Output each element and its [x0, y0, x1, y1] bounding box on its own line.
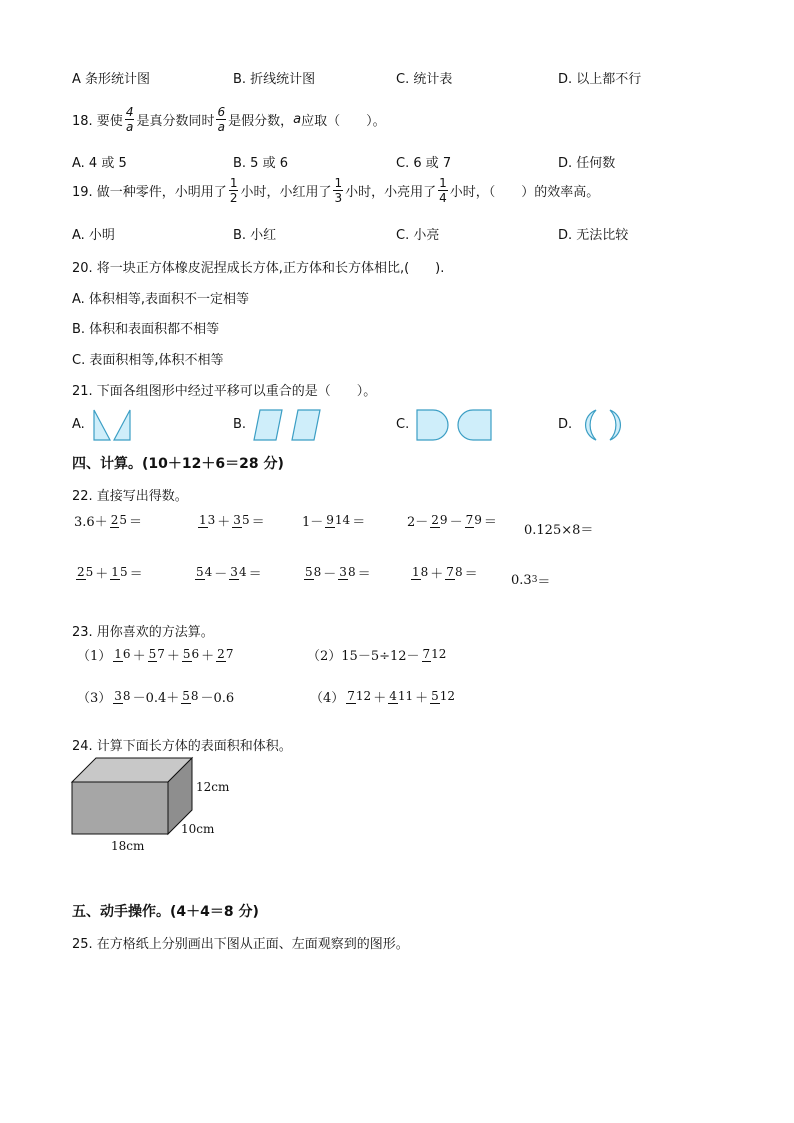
q22-e6-num1: 2	[77, 565, 85, 579]
q22-e8-num1: 5	[305, 565, 313, 579]
q23-i4-label: （4）	[310, 691, 345, 706]
q21-label-d: D.	[558, 417, 573, 432]
q22-e8-eq: ＝	[357, 567, 371, 582]
q23-i4-op2: ＋	[415, 691, 429, 706]
q22-e9-op: ＋	[430, 567, 444, 582]
q22-e9-num2: 7	[446, 565, 454, 579]
q22-expr-7	[193, 563, 262, 582]
q22-e9-num1: 1	[412, 565, 420, 579]
q23-i3-num1: 3	[114, 689, 122, 703]
q23-item-1	[77, 645, 235, 664]
q23-i4-op1: ＋	[373, 691, 387, 706]
q22-e6-eq: ＝	[129, 567, 143, 582]
q18-option-b: B. 5 或 6	[233, 156, 288, 171]
q23-i3-label: （3）	[77, 691, 112, 706]
q20-option-c: C. 表面积相等,体积不相等	[72, 353, 224, 368]
q22-e8-op: －	[323, 567, 337, 582]
q22-expr-3	[302, 511, 365, 530]
section-4-heading: 四、计算。(10＋12＋6＝28 分)	[72, 456, 284, 472]
q21-shape-d	[578, 408, 630, 442]
q23-item-3	[77, 687, 234, 706]
q21-label-c: C.	[396, 417, 410, 432]
q23-i1-num4: 2	[217, 647, 225, 661]
q23-i4-num3: 5	[431, 689, 439, 703]
q23-i2-den: 12	[431, 647, 447, 661]
q23-i1-num1: 1	[114, 647, 122, 661]
q22-expr-10	[511, 571, 550, 590]
q23-i3-e: －0.6	[200, 691, 235, 706]
q22-e3-a: 1－	[302, 515, 324, 530]
q19-p4: 小时，（ ）的效率高。	[449, 185, 600, 200]
q17-option-d: D. 以上都不行	[558, 72, 642, 87]
q22-e3-den: 14	[334, 513, 351, 527]
q23-i1-den4: 7	[225, 647, 234, 661]
q22-e8-den1: 8	[313, 565, 322, 579]
q18-suffix1: 是假分数，	[228, 114, 294, 129]
q22-e4-a: 2－	[407, 515, 429, 530]
q20-option-b: B. 体积和表面积都不相等	[72, 322, 220, 337]
q23-i3-den2: 8	[190, 689, 199, 703]
q23-i1-num2: 5	[148, 647, 157, 661]
q23-i2-num: 7	[422, 647, 431, 661]
q23-i1-den2: 7	[157, 647, 165, 661]
q22-e7-den2: 4	[238, 565, 247, 579]
q19-p1: 19. 做一种零件，小明用了	[72, 185, 227, 200]
q23-i1-op2: ＋	[166, 649, 180, 664]
q22-e1-den: 5	[119, 513, 127, 527]
q19-frac3-num: 1	[439, 176, 447, 190]
q23-i2-a: 15－5÷12－	[341, 649, 420, 664]
q22-e2-num2: 3	[233, 513, 241, 527]
q23-i4-den3: 12	[439, 689, 456, 703]
q23-i2-label: （2）	[307, 649, 342, 664]
q22-e10-eq: ＝	[537, 575, 551, 590]
q21-label-a: A.	[72, 417, 85, 432]
q22-e1-a: 3.6＋	[74, 515, 108, 530]
q18-question	[72, 106, 386, 133]
q22-e4-num2: 7	[465, 513, 474, 527]
q22-e7-num2: 3	[230, 565, 238, 579]
q22-e2-eq: ＝	[251, 515, 265, 530]
q23-i1-op1: ＋	[132, 649, 146, 664]
q22-e7-op: －	[214, 567, 228, 582]
q21-shape-a	[92, 408, 134, 442]
q22-e6-den2: 5	[119, 565, 128, 579]
cuboid-figure	[70, 756, 196, 838]
q18-frac1-num: 4	[125, 105, 134, 119]
q19-frac3-den: 4	[439, 191, 447, 205]
q23-i4-num2: 4	[389, 689, 397, 703]
q19-p3: 小时，小亮用了	[345, 185, 437, 200]
q22-e10-exp: 3	[531, 575, 538, 585]
q22-e7-den1: 4	[204, 565, 213, 579]
q22-e2-den2: 5	[241, 513, 250, 527]
q23-i1-label: （1）	[77, 649, 112, 664]
q22-e6-num2: 1	[111, 565, 119, 579]
q19-frac1-den: 2	[229, 191, 238, 205]
q22-e2-op: ＋	[217, 515, 231, 530]
q23-i1-den3: 6	[191, 647, 200, 661]
q22-expr-2	[196, 511, 265, 530]
q18-frac2-num: 6	[217, 105, 226, 119]
q23-i3-num2: 5	[182, 689, 190, 703]
q22-expr-5	[524, 519, 593, 538]
q17-option-a: A 条形统计图	[72, 72, 151, 87]
q22-expr-4	[407, 511, 497, 530]
q22-e6-op: ＋	[95, 567, 109, 582]
q19-option-d: D. 无法比较	[558, 228, 629, 243]
q23-item-4	[310, 687, 457, 706]
q19-p2: 小时，小红用了	[240, 185, 332, 200]
q23-i1-num3: 5	[182, 647, 191, 661]
q19-frac2-den: 3	[334, 191, 343, 205]
q22-e1-num: 2	[110, 513, 119, 527]
q22-expr-8	[302, 563, 371, 582]
q21-label-b: B.	[233, 417, 247, 432]
q22-e9-den2: 8	[454, 565, 463, 579]
q18-mid: 是真分数同时	[136, 114, 215, 129]
q22-expr-6	[74, 563, 143, 582]
q23-question: 23. 用你喜欢的方法算。	[72, 625, 214, 640]
q18-option-c: C. 6 或 7	[396, 156, 452, 171]
q25-question: 25. 在方格纸上分别画出下图从正面、左面观察到的图形。	[72, 937, 409, 952]
q22-e4-op: －	[449, 515, 463, 530]
q22-question: 22. 直接写出得数。	[72, 489, 188, 504]
section-5-heading: 五、动手操作。(4＋4＝8 分)	[72, 904, 259, 920]
q18-frac1-den: a	[125, 120, 134, 134]
q19-option-a: A. 小明	[72, 228, 115, 243]
q21-question: 21. 下面各组图形中经过平移可以重合的是（ ）。	[72, 384, 377, 399]
q18-option-a: A. 4 或 5	[72, 156, 127, 171]
q18-frac2-den: a	[217, 120, 225, 134]
q22-e5-text: 0.125×8＝	[524, 523, 594, 538]
q19-question	[72, 177, 599, 204]
q22-e3-num: 9	[326, 513, 334, 527]
q18-prefix: 18. 要使	[72, 114, 123, 129]
q20-option-a: A. 体积相等,表面积不一定相等	[72, 292, 250, 307]
q23-i1-op3: ＋	[201, 649, 215, 664]
q22-e4-num1: 2	[431, 513, 439, 527]
cuboid-length-label: 18cm	[111, 839, 145, 853]
q23-i3-den1: 8	[122, 689, 131, 703]
q19-option-b: B. 小红	[233, 228, 277, 243]
q17-option-b: B. 折线统计图	[233, 72, 316, 87]
q19-frac1-num: 1	[229, 176, 238, 190]
q22-expr-9	[409, 563, 478, 582]
q20-question: 20. 将一块正方体橡皮泥捏成长方体,正方体和长方体相比,( ).	[72, 261, 445, 276]
q17-option-c: C. 统计表	[396, 72, 453, 87]
q21-shape-c	[415, 408, 495, 442]
q22-e8-den2: 8	[347, 565, 356, 579]
q22-e9-den1: 8	[420, 565, 429, 579]
q22-e1-eq: ＝	[128, 515, 142, 530]
q22-e7-eq: ＝	[248, 567, 262, 582]
q23-i4-num1: 7	[347, 689, 355, 703]
cuboid-height-label: 12cm	[196, 780, 230, 794]
q23-i4-den2: 11	[397, 689, 414, 703]
q22-e9-eq: ＝	[464, 567, 478, 582]
q22-e4-eq: ＝	[483, 515, 497, 530]
q19-option-c: C. 小亮	[396, 228, 440, 243]
q22-e8-num2: 3	[339, 565, 347, 579]
q23-i3-m: －0.4＋	[132, 691, 180, 706]
q22-e2-num1: 1	[199, 513, 207, 527]
q23-item-2	[307, 645, 448, 664]
cuboid-depth-label: 10cm	[181, 822, 215, 836]
q23-i4-den1: 12	[355, 689, 372, 703]
q22-e4-den2: 9	[474, 513, 482, 527]
q19-frac2-num: 1	[334, 176, 343, 190]
q22-e3-eq: ＝	[352, 515, 366, 530]
q22-e10-base: 0.3	[511, 573, 532, 588]
q18-suffix2: 应取（ ）。	[301, 114, 386, 129]
q18-option-d: D. 任何数	[558, 156, 616, 171]
q23-i1-den1: 6	[122, 647, 131, 661]
q22-e6-den1: 5	[85, 565, 94, 579]
q22-e2-den1: 3	[207, 513, 216, 527]
q22-e7-num1: 5	[196, 565, 204, 579]
q24-question: 24. 计算下面长方体的表面积和体积。	[72, 739, 292, 754]
q18-var: a	[293, 112, 302, 127]
q21-shape-b	[252, 408, 324, 442]
q22-e4-den1: 9	[439, 513, 448, 527]
q22-expr-1	[74, 511, 142, 530]
